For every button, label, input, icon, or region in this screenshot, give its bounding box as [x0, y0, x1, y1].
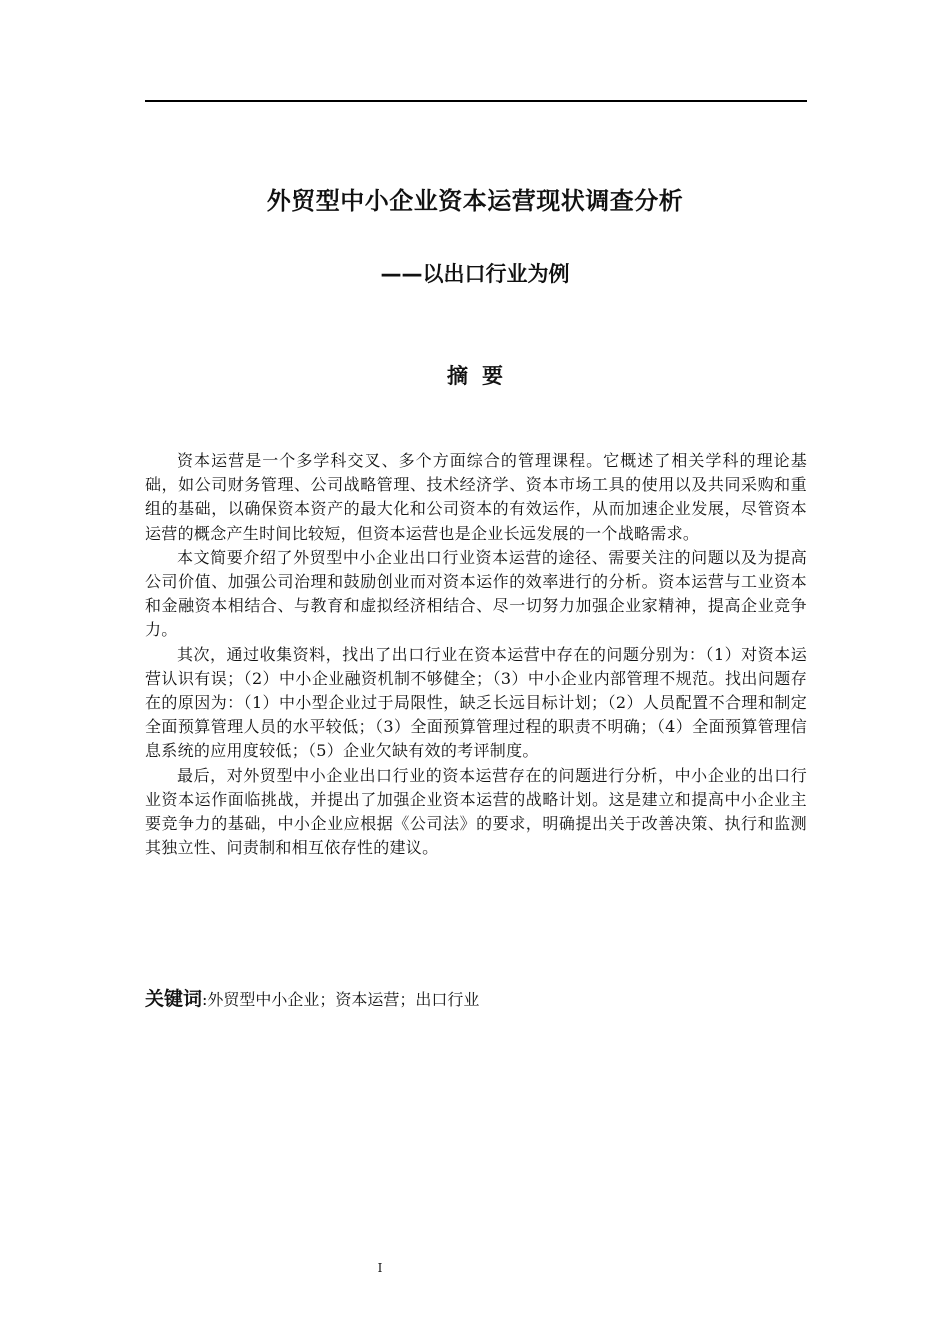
keywords-colon: : — [202, 990, 208, 1009]
document-subtitle: ——以出口行业为例 — [380, 262, 570, 286]
keywords-label: 关键词 — [145, 988, 203, 1010]
keywords-line — [145, 984, 807, 1015]
abstract-heading: 摘要 — [447, 364, 517, 388]
keywords-value: 外贸型中小企业；资本运营；出口行业 — [207, 990, 480, 1009]
abstract-body — [145, 449, 807, 860]
document-title: 外贸型中小企业资本运营现状调查分析 — [266, 187, 684, 215]
abstract-paragraph: 本文简要介绍了外贸型中小企业出口行业资本运营的途径、需要关注的问题以及为提高公司价值、加强公司治理和鼓励创业而对资本运作的效率进行的分析。资本运营与工业资本和金融资本相结合、与教育和虚拟经济相结合、尽一切努力加强企业家精神，提高企业竞争力。 — [145, 547, 807, 640]
abstract-paragraph: 其次，通过收集资料，找出了出口行业在资本运营中存在的问题分别为：（1）对资本运营认识有误；（2）中小企业融资机制不够健全；（3）中小企业内部管理不规范。找出问题存在的原因为：（1）中小型企业过于局限性，缺乏长远目标计划；（2）人员配置不合理和制定全面预算管理人员的水平较低；（3）全面预算管理过程的职责不明确；（4）全面预算管理信息系统的应用度较低；（5）企业欠缺有效的考评制度。 — [145, 644, 807, 761]
header-rule — [145, 100, 807, 102]
abstract-paragraph: 资本运营是一个多学科交叉、多个方面综合的管理课程。它概述了相关学科的理论基础，如公司财务管理、公司战略管理、技术经济学、资本市场工具的使用以及共同采购和重组的基础，以确保资本资产的最大化和公司资本的有效运作，从而加速企业发展，尽管资本运营的概念产生时间比较短，但资本运营也是企业长远发展的一个战略需求。 — [145, 451, 807, 543]
abstract-paragraph: 最后，对外贸型中小企业出口行业的资本运营存在的问题进行分析，中小企业的出口行业资本运作面临挑战，并提出了加强企业资本运营的战略计划。这是建立和提高中小企业主要竞争力的基础，中小企业应根据《公司法》的要求，明确提出关于改善决策、执行和监测其独立性、问责制和相互依存性的建议。 — [145, 765, 807, 858]
page-number: I — [377, 1261, 383, 1275]
